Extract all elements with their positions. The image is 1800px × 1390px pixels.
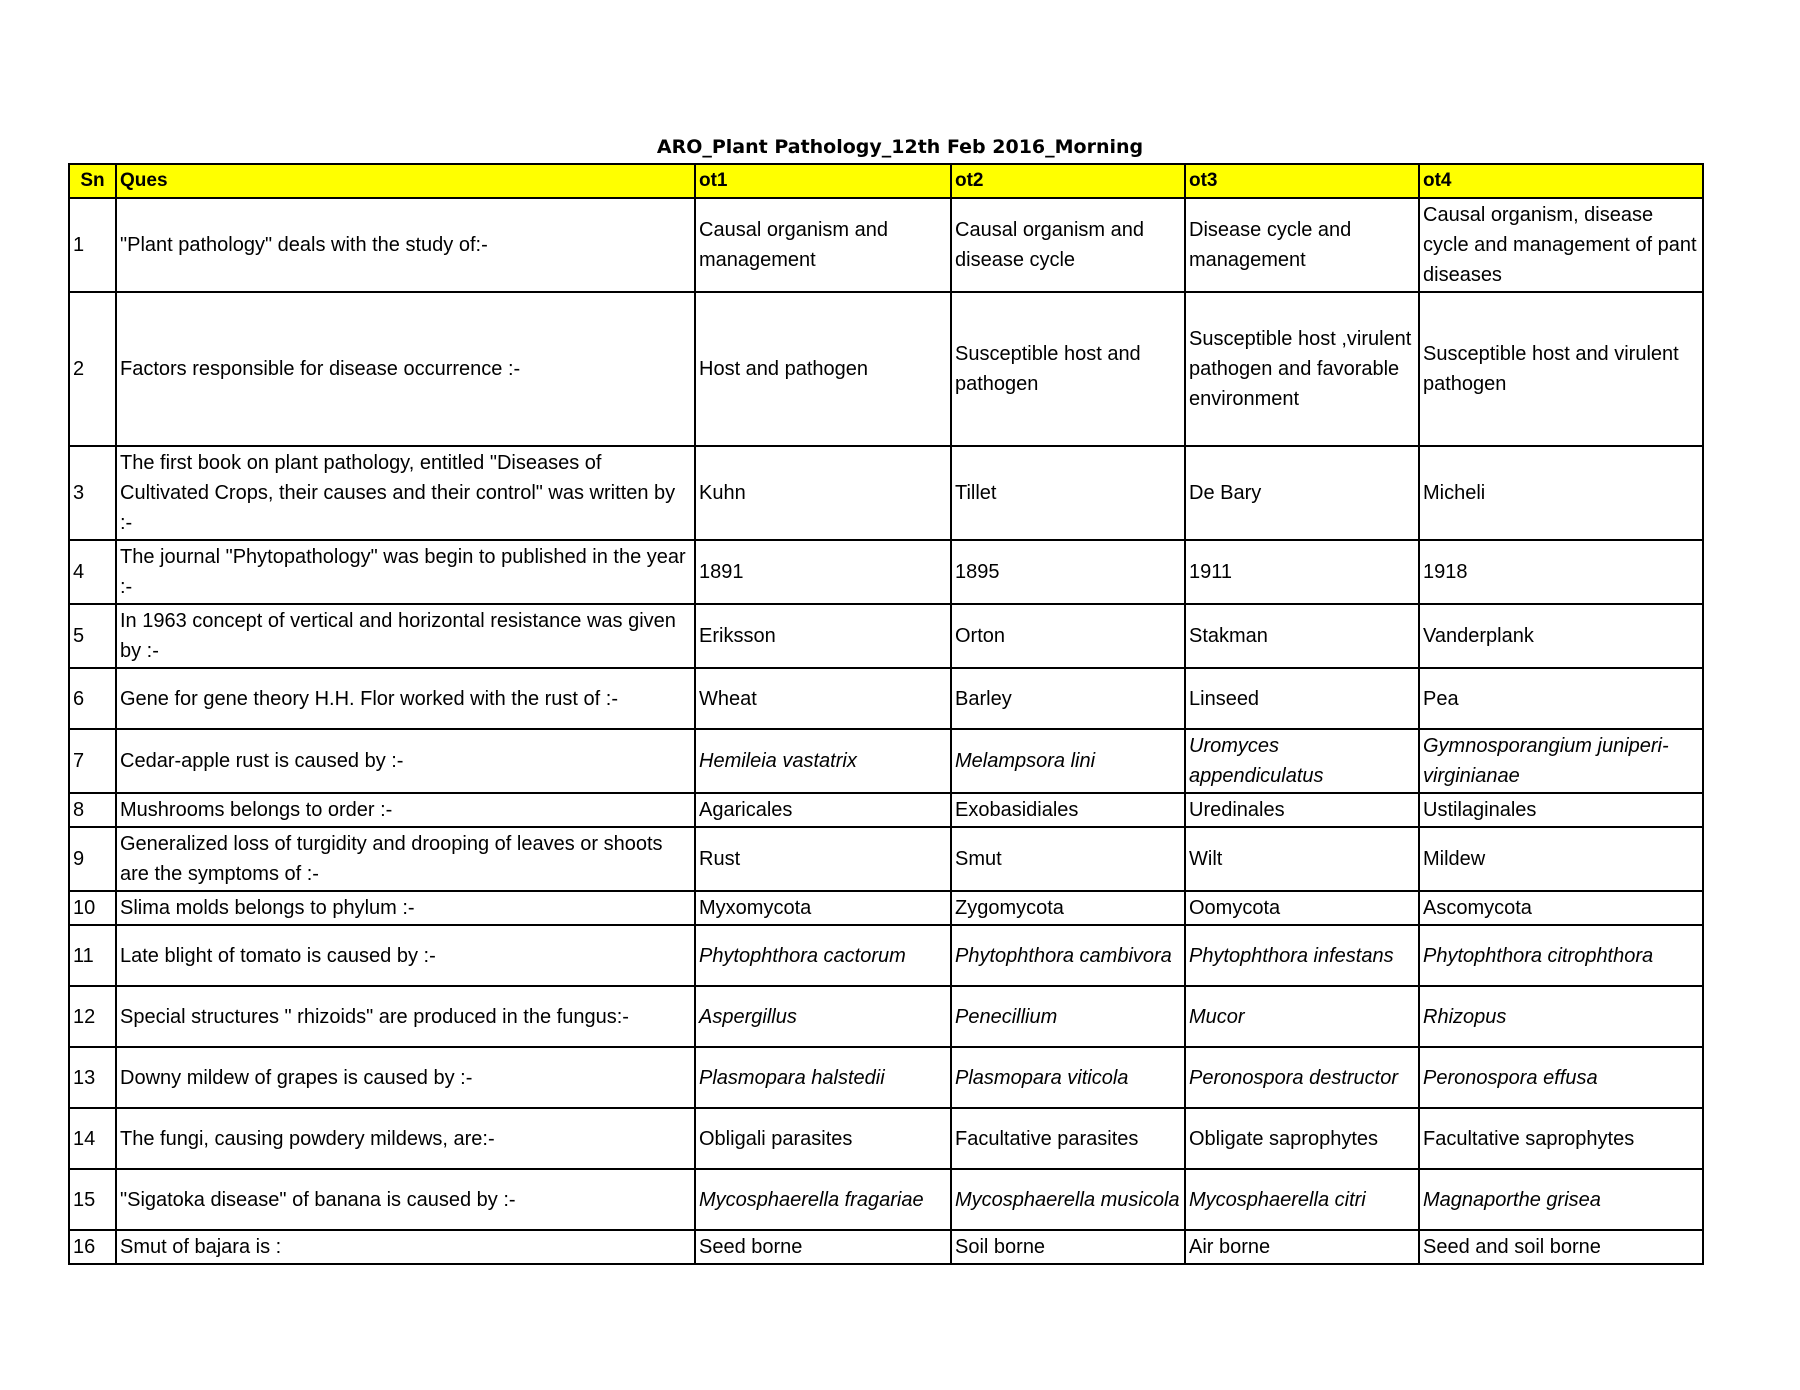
cell-option-1: Eriksson: [695, 604, 951, 668]
column-header-ot3: ot3: [1185, 164, 1419, 198]
cell-question: Gene for gene theory H.H. Flor worked with the rust of :-: [116, 668, 695, 729]
cell-option-4: Vanderplank: [1419, 604, 1703, 668]
cell-option-4: Seed and soil borne: [1419, 1230, 1703, 1264]
column-header-ot2: ot2: [951, 164, 1185, 198]
cell-sn: 13: [69, 1047, 116, 1108]
table-row: [69, 446, 1703, 540]
cell-option-1: Seed borne: [695, 1230, 951, 1264]
cell-sn: 2: [69, 292, 116, 446]
cell-option-4: Mildew: [1419, 827, 1703, 891]
cell-option-2: Tillet: [951, 446, 1185, 540]
table-row: [69, 793, 1703, 827]
cell-option-3: Phytophthora infestans: [1185, 925, 1419, 986]
cell-option-1: Causal organism and management: [695, 198, 951, 292]
cell-option-1: Agaricales: [695, 793, 951, 827]
cell-question: Smut of bajara is :: [116, 1230, 695, 1264]
cell-option-3: Susceptible host ,virulent pathogen and favorable environment: [1185, 292, 1419, 446]
cell-option-1: Myxomycota: [695, 891, 951, 925]
cell-option-4: Facultative saprophytes: [1419, 1108, 1703, 1169]
cell-option-2: Phytophthora cambivora: [951, 925, 1185, 986]
cell-option-1: 1891: [695, 540, 951, 604]
table-row: [69, 540, 1703, 604]
cell-sn: 10: [69, 891, 116, 925]
cell-option-4: Gymnosporangium juniperi-virginianae: [1419, 729, 1703, 793]
cell-sn: 6: [69, 668, 116, 729]
table-row: [69, 891, 1703, 925]
cell-question: Slima molds belongs to phylum :-: [116, 891, 695, 925]
cell-option-3: 1911: [1185, 540, 1419, 604]
cell-option-4: Peronospora effusa: [1419, 1047, 1703, 1108]
cell-option-2: Susceptible host and pathogen: [951, 292, 1185, 446]
column-header-ot1: ot1: [695, 164, 951, 198]
column-header-ot4: ot4: [1419, 164, 1703, 198]
cell-sn: 4: [69, 540, 116, 604]
table-row: [69, 827, 1703, 891]
cell-option-2: 1895: [951, 540, 1185, 604]
cell-option-3: Mucor: [1185, 986, 1419, 1047]
cell-option-1: Mycosphaerella fragariae: [695, 1169, 951, 1230]
cell-option-1: Obligali parasites: [695, 1108, 951, 1169]
table-row: [69, 925, 1703, 986]
cell-option-3: Stakman: [1185, 604, 1419, 668]
cell-option-2: Plasmopara viticola: [951, 1047, 1185, 1108]
table-row: [69, 1169, 1703, 1230]
table-row: [69, 668, 1703, 729]
table-row: [69, 198, 1703, 292]
cell-option-1: Kuhn: [695, 446, 951, 540]
cell-option-3: Peronospora destructor: [1185, 1047, 1419, 1108]
table-row: [69, 1108, 1703, 1169]
cell-option-1: Wheat: [695, 668, 951, 729]
cell-question: Cedar-apple rust is caused by :-: [116, 729, 695, 793]
cell-option-3: Wilt: [1185, 827, 1419, 891]
cell-sn: 9: [69, 827, 116, 891]
cell-sn: 15: [69, 1169, 116, 1230]
cell-sn: 14: [69, 1108, 116, 1169]
cell-question: Special structures " rhizoids" are produced in the fungus:-: [116, 986, 695, 1047]
cell-option-1: Plasmopara halstedii: [695, 1047, 951, 1108]
cell-option-4: Phytophthora citrophthora: [1419, 925, 1703, 986]
cell-option-3: De Bary: [1185, 446, 1419, 540]
cell-option-4: Rhizopus: [1419, 986, 1703, 1047]
cell-option-2: Soil borne: [951, 1230, 1185, 1264]
cell-option-2: Penecillium: [951, 986, 1185, 1047]
cell-option-3: Air borne: [1185, 1230, 1419, 1264]
cell-option-2: Smut: [951, 827, 1185, 891]
cell-question: The journal "Phytopathology" was begin to published in the year :-: [116, 540, 695, 604]
column-header-ques: Ques: [116, 164, 695, 198]
cell-option-1: Phytophthora cactorum: [695, 925, 951, 986]
table-row: [69, 604, 1703, 668]
cell-option-2: Orton: [951, 604, 1185, 668]
cell-sn: 5: [69, 604, 116, 668]
sheet-title: ARO_Plant Pathology_12th Feb 2016_Morning: [656, 136, 1144, 158]
cell-option-4: 1918: [1419, 540, 1703, 604]
cell-option-3: Obligate saprophytes: [1185, 1108, 1419, 1169]
cell-option-2: Facultative parasites: [951, 1108, 1185, 1169]
cell-option-1: Rust: [695, 827, 951, 891]
cell-option-4: Pea: [1419, 668, 1703, 729]
cell-option-3: Disease cycle and management: [1185, 198, 1419, 292]
cell-question: "Sigatoka disease" of banana is caused by :-: [116, 1169, 695, 1230]
cell-question: "Plant pathology" deals with the study of:-: [116, 198, 695, 292]
cell-question: Factors responsible for disease occurrence :-: [116, 292, 695, 446]
table-row: [69, 729, 1703, 793]
table-row: [69, 986, 1703, 1047]
cell-option-3: Uromyces appendiculatus: [1185, 729, 1419, 793]
cell-option-4: Ustilaginales: [1419, 793, 1703, 827]
cell-question: In 1963 concept of vertical and horizontal resistance was given by :-: [116, 604, 695, 668]
cell-option-2: Causal organism and disease cycle: [951, 198, 1185, 292]
column-header-sn: Sn: [69, 164, 116, 198]
cell-option-2: Mycosphaerella musicola: [951, 1169, 1185, 1230]
cell-option-4: Causal organism, disease cycle and management of pant diseases: [1419, 198, 1703, 292]
cell-option-3: Linseed: [1185, 668, 1419, 729]
header-row: [69, 164, 1703, 198]
cell-sn: 11: [69, 925, 116, 986]
cell-question: Generalized loss of turgidity and drooping of leaves or shoots are the symptoms of :-: [116, 827, 695, 891]
cell-sn: 7: [69, 729, 116, 793]
cell-option-2: Melampsora lini: [951, 729, 1185, 793]
cell-option-4: Micheli: [1419, 446, 1703, 540]
table-row: [69, 1230, 1703, 1264]
cell-question: Downy mildew of grapes is caused by :-: [116, 1047, 695, 1108]
cell-sn: 16: [69, 1230, 116, 1264]
cell-question: The fungi, causing powdery mildews, are:-: [116, 1108, 695, 1169]
cell-sn: 8: [69, 793, 116, 827]
cell-sn: 1: [69, 198, 116, 292]
cell-question: Mushrooms belongs to order :-: [116, 793, 695, 827]
table-row: [69, 1047, 1703, 1108]
cell-option-4: Ascomycota: [1419, 891, 1703, 925]
cell-option-4: Magnaporthe grisea: [1419, 1169, 1703, 1230]
cell-option-2: Exobasidiales: [951, 793, 1185, 827]
question-table: [68, 163, 1704, 1265]
cell-option-1: Hemileia vastatrix: [695, 729, 951, 793]
table-row: [69, 292, 1703, 446]
cell-option-1: Aspergillus: [695, 986, 951, 1047]
cell-option-2: Barley: [951, 668, 1185, 729]
cell-sn: 12: [69, 986, 116, 1047]
cell-option-4: Susceptible host and virulent pathogen: [1419, 292, 1703, 446]
cell-sn: 3: [69, 446, 116, 540]
cell-option-1: Host and pathogen: [695, 292, 951, 446]
cell-option-3: Mycosphaerella citri: [1185, 1169, 1419, 1230]
cell-option-3: Oomycota: [1185, 891, 1419, 925]
cell-question: Late blight of tomato is caused by :-: [116, 925, 695, 986]
cell-question: The first book on plant pathology, entitled "Diseases of Cultivated Crops, their causes and their control" was written by :-: [116, 446, 695, 540]
cell-option-2: Zygomycota: [951, 891, 1185, 925]
cell-option-3: Uredinales: [1185, 793, 1419, 827]
